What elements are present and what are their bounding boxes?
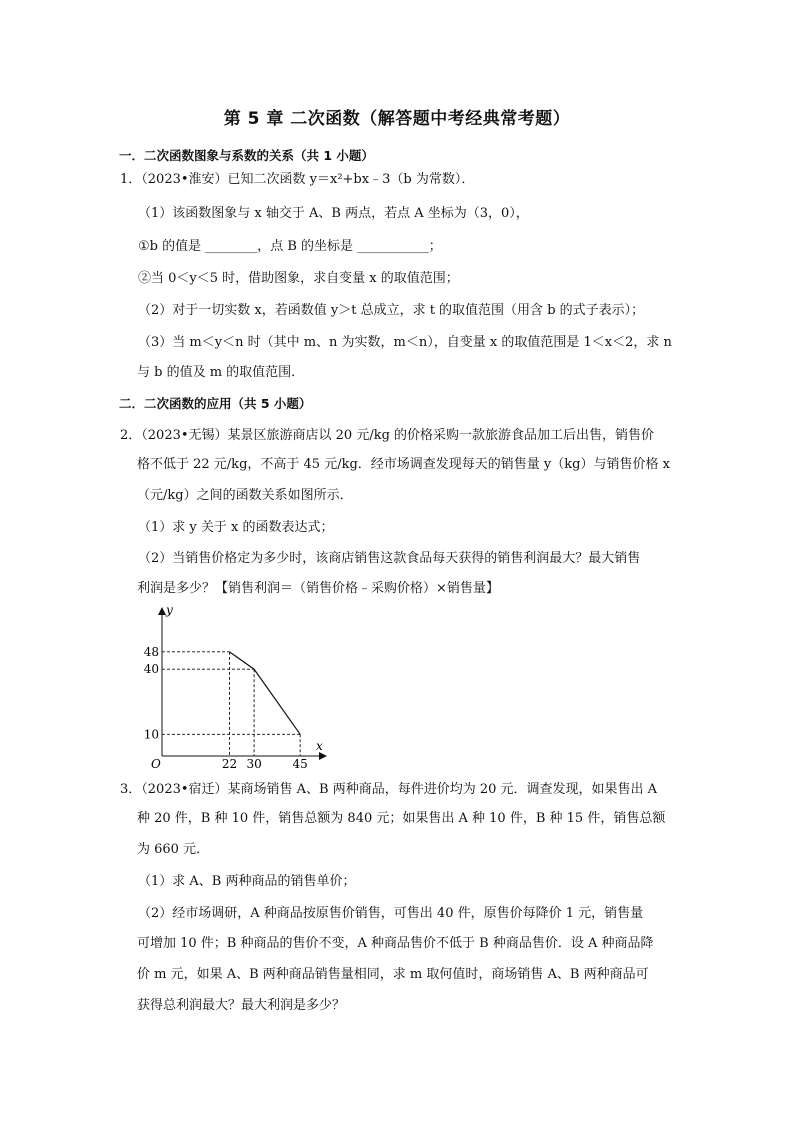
q3-part1: （1）求 A、B 两种商品的销售单价； (138, 874, 356, 889)
q1-part1-sub1: ①b 的值是 ________，点 B 的坐标是 ___________； (138, 239, 442, 254)
y-tick-label-40: 40 (143, 662, 159, 677)
q1-stem: 1．（2023•淮安）已知二次函数 y＝x²+bx﹣3（b 为常数）． (120, 172, 475, 187)
q3-stem-cont2: 为 660 元． (137, 842, 210, 857)
series-line (230, 652, 301, 734)
q2-stem: 2．（2023•无锡）某景区旅游商店以 20 元/kg 的价格采购一款旅游食品加工后出售，销售价 (120, 428, 655, 443)
x-tick-label-45: 45 (292, 757, 308, 771)
q2-stem-cont2: （元/kg）之间的函数关系如图所示． (137, 488, 353, 503)
x-tick-label-22: 22 (221, 757, 238, 771)
q2-part2-cont: 利润是多少？【销售利润＝（销售价格﹣采购价格）×销售量】 (137, 581, 499, 596)
sales-graph (130, 600, 340, 772)
page-title: 第 5 章 二次函数（解答题中考经典常考题） (223, 109, 571, 129)
q3-part2-cont2: 价 m 元，如果 A、B 两种商品销售量相同，求 m 取何值时，商场销售 A、B 两种商品可 (137, 967, 649, 982)
y-axis-label: y (166, 603, 173, 617)
q2-stem-cont1: 格不低于 22 元/kg，不高于 45 元/kg．经市场调查发现每天的销售量 y（kg）与销售价格 x (137, 457, 670, 472)
y-tick-label-10: 10 (143, 727, 159, 742)
q1-part1-sub2: ②当 0＜y＜5 时，借助图象，求自变量 x 的取值范围； (138, 271, 459, 286)
section-heading-2: 二．二次函数的应用（共 5 小题） (119, 396, 312, 411)
section-heading-1: 一．二次函数图象与系数的关系（共 1 小题） (119, 148, 374, 163)
q3-part2: （2）经市场调研，A 种商品按原售价销售，可售出 40 件，原售价每降价 1 元，销售量 (138, 906, 644, 921)
q1-part3: （3）当 m＜y＜n 时（其中 m、n 为实数，m＜n），自变量 x 的取值范围是 1＜x＜2，求 n (138, 335, 672, 350)
x-axis-label: x (316, 739, 323, 753)
q1-part2: （2）对于一切实数 x，若函数值 y＞t 总成立，求 t 的取值范围（用含 b 的式子表示）； (138, 303, 645, 318)
q3-part2-cont1: 可增加 10 件；B 种商品的售价不变，A 种商品售价不低于 B 种商品售价．设 A 种商品降 (137, 936, 654, 951)
y-tick-label-48: 48 (143, 644, 159, 659)
q3-part2-cont3: 获得总利润最大？最大利润是多少？ (137, 998, 346, 1013)
q3-stem-cont1: 种 20 件，B 种 10 件，销售总额为 840 元；如果售出 A 种 10 件，B 种 15 件，销售总额 (137, 811, 666, 826)
origin-label: O (151, 757, 161, 771)
x-tick-label-30: 30 (246, 757, 262, 771)
q1-part3-cont: 与 b 的值及 m 的取值范围． (137, 365, 305, 380)
q3-stem: 3．（2023•宿迁）某商场销售 A、B 两种商品，每件进价均为 20 元．调查发现，如果售出 A (120, 782, 658, 797)
q1-part1: （1）该函数图象与 x 轴交于 A、B 两点，若点 A 坐标为（3，0）， (138, 206, 529, 221)
q2-part1: （1）求 y 关于 x 的函数表达式； (138, 520, 334, 535)
q2-part2: （2）当销售价格定为多少时，该商店销售这款食品每天获得的销售利润最大？最大销售 (138, 551, 641, 566)
